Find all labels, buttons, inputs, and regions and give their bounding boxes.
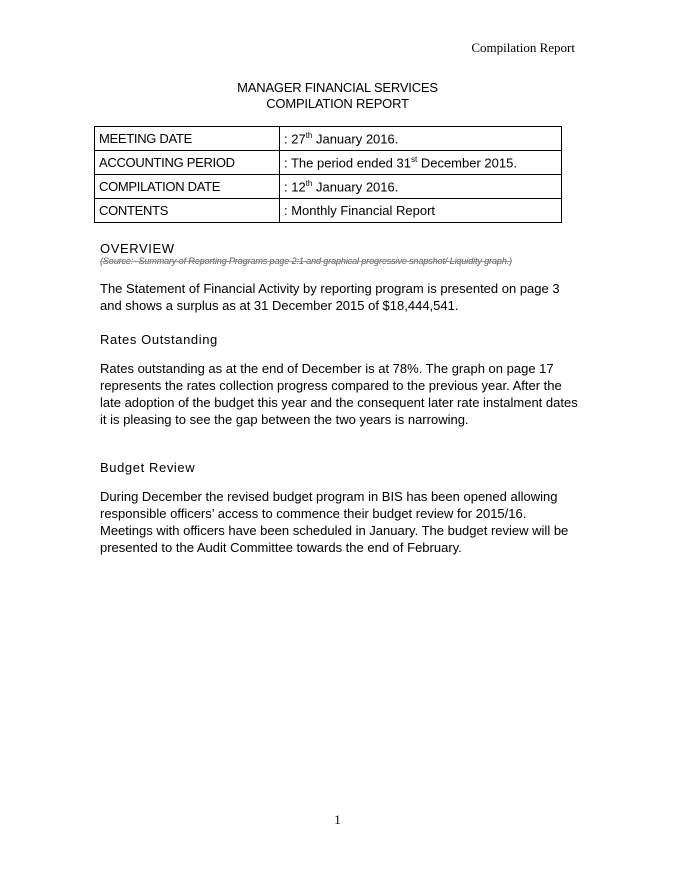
table-row — [95, 127, 562, 151]
report-title — [0, 80, 675, 112]
accounting-period-value — [280, 151, 562, 175]
rates-outstanding-paragraph: Rates outstanding as at the end of December is at 78%. The graph on page 17 represents the rates collection progress compared to the previous year. After the late adoption of the budget this year and the consequent later rate instalment dates it is pleasing to see the gap between the two years is narrowing. — [100, 361, 578, 427]
meeting-date-value — [280, 127, 562, 151]
meeting-date-prefix: : 27 — [284, 131, 306, 147]
contents-value: : Monthly Financial Report — [280, 199, 562, 223]
compilation-date-rest: January 2016. — [312, 179, 399, 195]
table-row — [95, 151, 562, 175]
accounting-period-rest: December 2015. — [417, 155, 517, 171]
report-title-line-1: MANAGER FINANCIAL SERVICES — [237, 80, 438, 95]
budget-review-paragraph: During December the revised budget program in BIS has been opened allowing responsible officers’ access to commence their budget review for 2015/16. Meetings with officers have been scheduled in January. The budget review will be presented to the Audit Committee towards the end of February. — [100, 489, 569, 555]
table-row — [95, 175, 562, 199]
budget-review-heading: Budget Review — [100, 460, 196, 475]
report-title-line-2: COMPILATION REPORT — [266, 96, 409, 111]
overview-source-note: (Source:- Summary of Reporting Programs page 2:1 and graphical progressive snapshot/ Liquidity graph.) — [100, 256, 513, 266]
compilation-date-label: COMPILATION DATE — [95, 175, 280, 199]
overview-section — [100, 241, 580, 314]
accounting-period-label: ACCOUNTING PERIOD — [95, 151, 280, 175]
page-number: 1 — [334, 812, 341, 827]
rates-outstanding-heading: Rates Outstanding — [100, 332, 218, 347]
accounting-period-ordinal: st — [410, 154, 418, 164]
contents-label: CONTENTS — [95, 199, 280, 223]
accounting-period-prefix: : The period ended 31 — [284, 155, 411, 171]
table-row — [95, 199, 562, 223]
compilation-date-value — [280, 175, 562, 199]
meeting-details-table — [94, 126, 562, 223]
compilation-date-ordinal: th — [305, 178, 313, 188]
budget-review-section — [100, 460, 580, 556]
rates-outstanding-section — [100, 332, 580, 428]
overview-heading: OVERVIEW — [100, 241, 175, 256]
compilation-date-prefix: : 12 — [284, 179, 306, 195]
meeting-date-label: MEETING DATE — [95, 127, 280, 151]
overview-paragraph: The Statement of Financial Activity by reporting program is presented on page 3 and shows a surplus as at 31 December 2015 of $18,444,541. — [100, 281, 560, 313]
meeting-date-rest: January 2016. — [312, 131, 399, 147]
meeting-date-ordinal: th — [305, 130, 313, 140]
running-header: Compilation Report — [471, 40, 575, 55]
